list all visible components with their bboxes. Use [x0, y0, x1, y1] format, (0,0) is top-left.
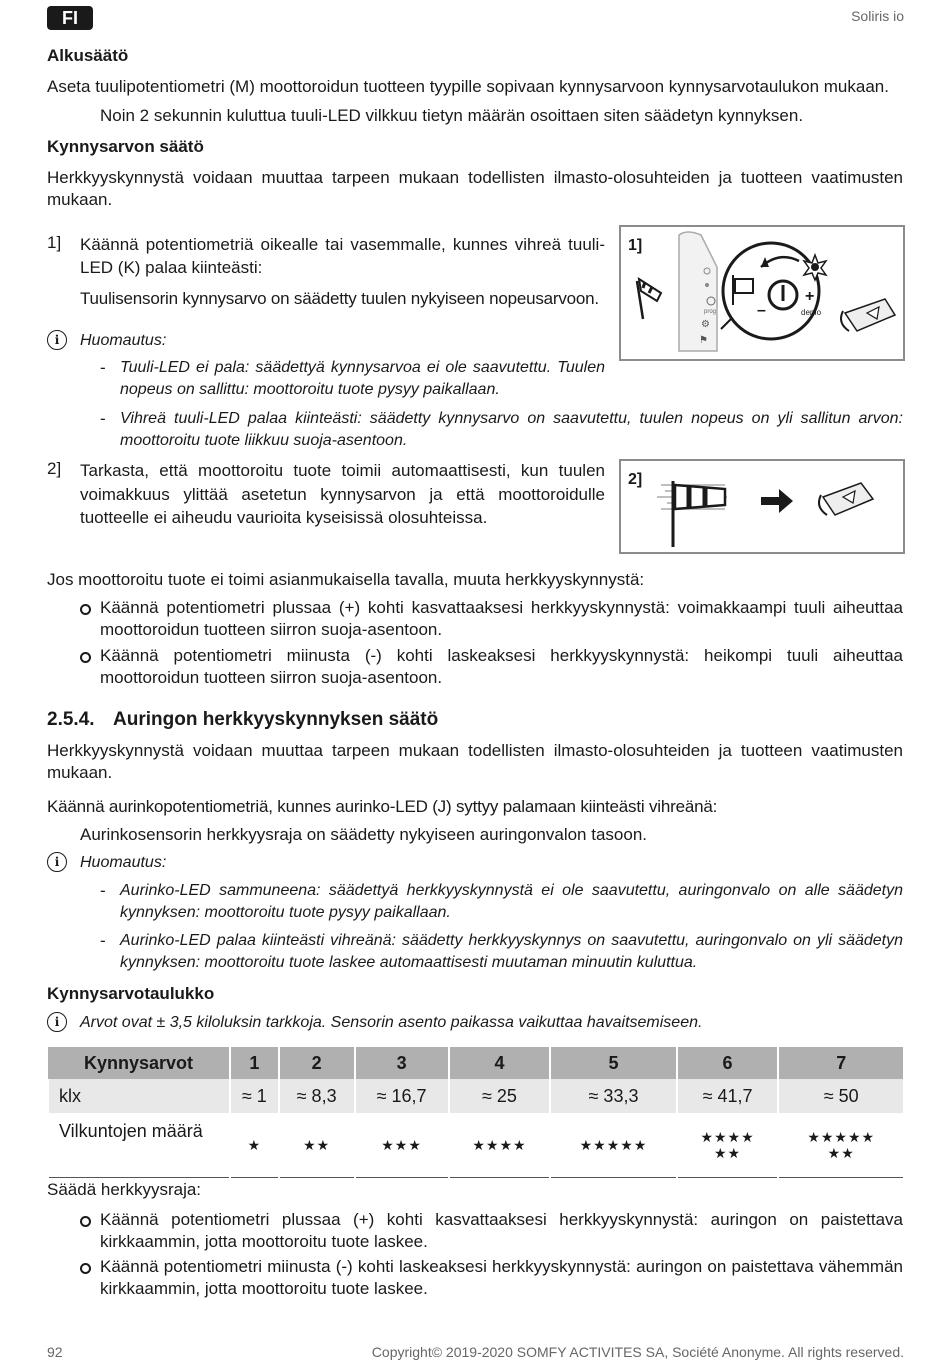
- windsock-icon: [637, 279, 661, 319]
- table-cell: ≈ 1: [230, 1079, 279, 1113]
- sun-bullet-plus: Käännä potentiometri plussaa (+) kohti kasvattaaksesi herkkyyskynnystä: auringon on paistettava kirkkaammin, jotta moottoroitu tuote laskee.: [100, 1210, 903, 1251]
- blink-stars-line2: ★★: [827, 1145, 855, 1161]
- threshold-intro: Herkkyyskynnystä voidaan muuttaa tarpeen mukaan todellisten ilmasto-olosuhteiden ja tuotteen vaatimusten mukaan.: [47, 168, 903, 209]
- fallback-text: Jos moottoroitu tuote ei toimi asianmukaisella tavalla, muuta herkkyyskynnystä:: [47, 570, 645, 589]
- table-header-cell: 5: [550, 1047, 676, 1079]
- bullet-icon: [80, 1216, 91, 1227]
- table-header-cell: 3: [355, 1047, 449, 1079]
- blink-count-cell: [449, 1113, 551, 1178]
- blink-count-cell: [279, 1113, 355, 1178]
- potentiometer-illustration: [621, 227, 903, 359]
- initial-setting-result: Noin 2 sekunnin kuluttua tuuli-LED vilkkuu tietyn määrän osoittaen siten säädetyn kynnyksen.: [100, 106, 804, 125]
- table-cell: ≈ 33,3: [550, 1079, 676, 1113]
- blink-stars: ★★★★★: [807, 1129, 876, 1145]
- step-2-number: 2]: [47, 459, 62, 478]
- figure-1-label: 1]: [628, 237, 643, 254]
- copyright: Copyright© 2019-2020 SOMFY ACTIVITES SA, Société Anonyme. All rights reserved.: [371, 1344, 904, 1360]
- blink-count-cell: [778, 1113, 903, 1178]
- bullet-icon: [80, 1263, 91, 1274]
- wind-note-item: Vihreä tuuli-LED palaa kiinteästi: säädetty kynnysarvo on saavutettu, tuulen nopeus on yli sallitun arvon: moottoroitu tuote liikkuu suoja-asentoon.: [120, 410, 903, 449]
- svg-text:+: +: [805, 288, 815, 305]
- dash-marker: -: [100, 881, 106, 900]
- sun-intro: Herkkyyskynnystä voidaan muuttaa tarpeen mukaan todellisten ilmasto-olosuhteiden ja tuotteen vaatimusten mukaan.: [47, 741, 903, 782]
- figure-2-wind-test: [619, 459, 905, 554]
- sun-result: Aurinkosensorin herkkyysraja on säädetty nykyiseen auringonvalon tasoon.: [80, 825, 647, 844]
- wind-note-label: Huomautus:: [80, 332, 167, 349]
- bullet-icon: [80, 652, 91, 663]
- sun-note-label: Huomautus:: [80, 854, 167, 871]
- bullet-icon: [80, 604, 91, 615]
- figure-2-label: 2]: [628, 471, 643, 488]
- blink-count-cell: [230, 1113, 279, 1178]
- threshold-table: [47, 1047, 903, 1178]
- table-cell: ≈ 50: [778, 1079, 903, 1113]
- initial-setting-heading: Alkusäätö: [47, 46, 129, 65]
- svg-text:–: –: [757, 302, 766, 319]
- table-row-label: Vilkuntojen määrä: [48, 1113, 230, 1178]
- sun-note-item: Aurinko-LED palaa kiinteästi vihreänä: säädetty herkkyyskynnys on saavutettu, auringonvalo on yli säädetyn kynnyksen: moottoroitu tuote laskee automaattisesti muutaman minuutin kuluttua.: [120, 932, 903, 971]
- initial-setting-text: Aseta tuulipotentiometri (M) moottoroidun tuotteen tyypille sopivaan kynnysarvoon kynnysarvotaulukon mukaan.: [47, 77, 889, 96]
- step-1-result: Tuulisensorin kynnysarvo on säädetty tuulen nykyiseen nopeusarvoon.: [80, 289, 599, 308]
- prog-label: prog: [704, 309, 717, 315]
- step-1-number: 1]: [47, 233, 62, 252]
- product-name: Soliris io: [851, 8, 904, 24]
- svg-text:⚙: ⚙: [701, 319, 710, 330]
- table-cell: ≈ 41,7: [677, 1079, 779, 1113]
- table-header-cell: 7: [778, 1047, 903, 1079]
- arrow-right-icon: [761, 489, 793, 513]
- figure-1-potentiometer: [619, 225, 905, 361]
- table-header-cell: 6: [677, 1047, 779, 1079]
- blink-count-cell: [677, 1113, 779, 1178]
- sun-instruction: Käännä aurinkopotentiometriä, kunnes aurinko-LED (J) syttyy palamaan kiinteästi vihreänä:: [47, 797, 718, 816]
- sun-bullet-minus: Käännä potentiometri miinusta (-) kohti laskeaksesi herkkyyskynnystä: auringon on paistettava vähemmän kirkkaammin, jotta moottoroitu tuote laskee.: [100, 1257, 903, 1298]
- table-row: [48, 1113, 903, 1178]
- awning-icon: [841, 299, 895, 331]
- table-row-label: klx: [48, 1079, 230, 1113]
- wind-bullet-minus: Käännä potentiometri miinusta (-) kohti laskeaksesi herkkyyskynnystä: heikompi tuuli aiheuttaa moottoroidun tuotteen siirron suoja-asentoon.: [100, 646, 903, 687]
- threshold-heading: Kynnysarvon säätö: [47, 137, 204, 156]
- blink-stars: ★★★★: [472, 1137, 527, 1153]
- table-row: [48, 1079, 903, 1113]
- table-note: Arvot ovat ± 3,5 kiloluksin tarkkoja. Sensorin asento paikassa vaikuttaa havaitsemiseen.: [80, 1014, 703, 1031]
- blink-count-cell: [550, 1113, 676, 1178]
- blink-stars: ★: [247, 1137, 262, 1153]
- blink-stars-line2: ★★: [714, 1145, 742, 1161]
- info-icon: i: [47, 852, 67, 872]
- adjust-heading: Säädä herkkyysraja:: [47, 1180, 202, 1199]
- wind-test-illustration: [621, 461, 903, 552]
- sun-note-item: Aurinko-LED sammuneena: säädettyä herkkyyskynnystä ei ole saavutettu, auringonvalo on alle säädetyn kynnyksen: moottoroitu tuote pysyy paikallaan.: [120, 882, 903, 921]
- dash-marker: -: [100, 931, 106, 950]
- blink-stars: ★★★: [381, 1137, 422, 1153]
- info-icon: i: [47, 330, 67, 350]
- svg-text:⚑: ⚑: [699, 335, 708, 346]
- page-number: 92: [47, 1344, 63, 1360]
- demo-label: demo: [801, 308, 822, 317]
- blink-stars: ★★★★★: [579, 1137, 648, 1153]
- table-cell: ≈ 16,7: [355, 1079, 449, 1113]
- step-1-text: Käännä potentiometriä oikealle tai vasemmalle, kunnes vihreä tuuli-LED (K) palaa kiinteästi:: [80, 235, 605, 277]
- table-header-row: [48, 1047, 903, 1079]
- blink-stars: ★★★★: [700, 1129, 755, 1145]
- section-number: 2.5.4.: [47, 709, 95, 730]
- wind-note-item: Tuuli-LED ei pala: säädettyä kynnysarvoa ei ole saavutettu. Tuulen nopeus on sallittu: moottoroitu tuote pysyy paikallaan.: [120, 359, 605, 398]
- step-2-text: Tarkasta, että moottoroitu tuote toimii automaattisesti, kun tuulen voimakkuus ylittää asetetun kynnysarvon ja että moottoroidulle tuotteelle ei aiheudu vaurioita kyseisissä olosuhteissa.: [80, 461, 605, 527]
- language-badge: FI: [47, 6, 93, 30]
- table-cell: ≈ 25: [449, 1079, 551, 1113]
- blink-count-cell: [355, 1113, 449, 1178]
- table-header-cell: 1: [230, 1047, 279, 1079]
- table-header-cell: Kynnysarvot: [48, 1047, 230, 1079]
- dash-marker: -: [100, 409, 106, 428]
- dash-marker: -: [100, 358, 106, 377]
- section-title: Auringon herkkyyskynnyksen säätö: [113, 709, 439, 730]
- wind-bullet-plus: Käännä potentiometri plussaa (+) kohti kasvattaaksesi herkkyyskynnystä: voimakkaampi tuuli aiheuttaa moottoroidun tuotteen siirron suoja-asentoon.: [100, 598, 903, 639]
- table-header-cell: 4: [449, 1047, 551, 1079]
- table-cell: ≈ 8,3: [279, 1079, 355, 1113]
- info-icon: i: [47, 1012, 67, 1032]
- table-header-cell: 2: [279, 1047, 355, 1079]
- blink-stars: ★★: [303, 1137, 331, 1153]
- table-heading: Kynnysarvotaulukko: [47, 984, 215, 1003]
